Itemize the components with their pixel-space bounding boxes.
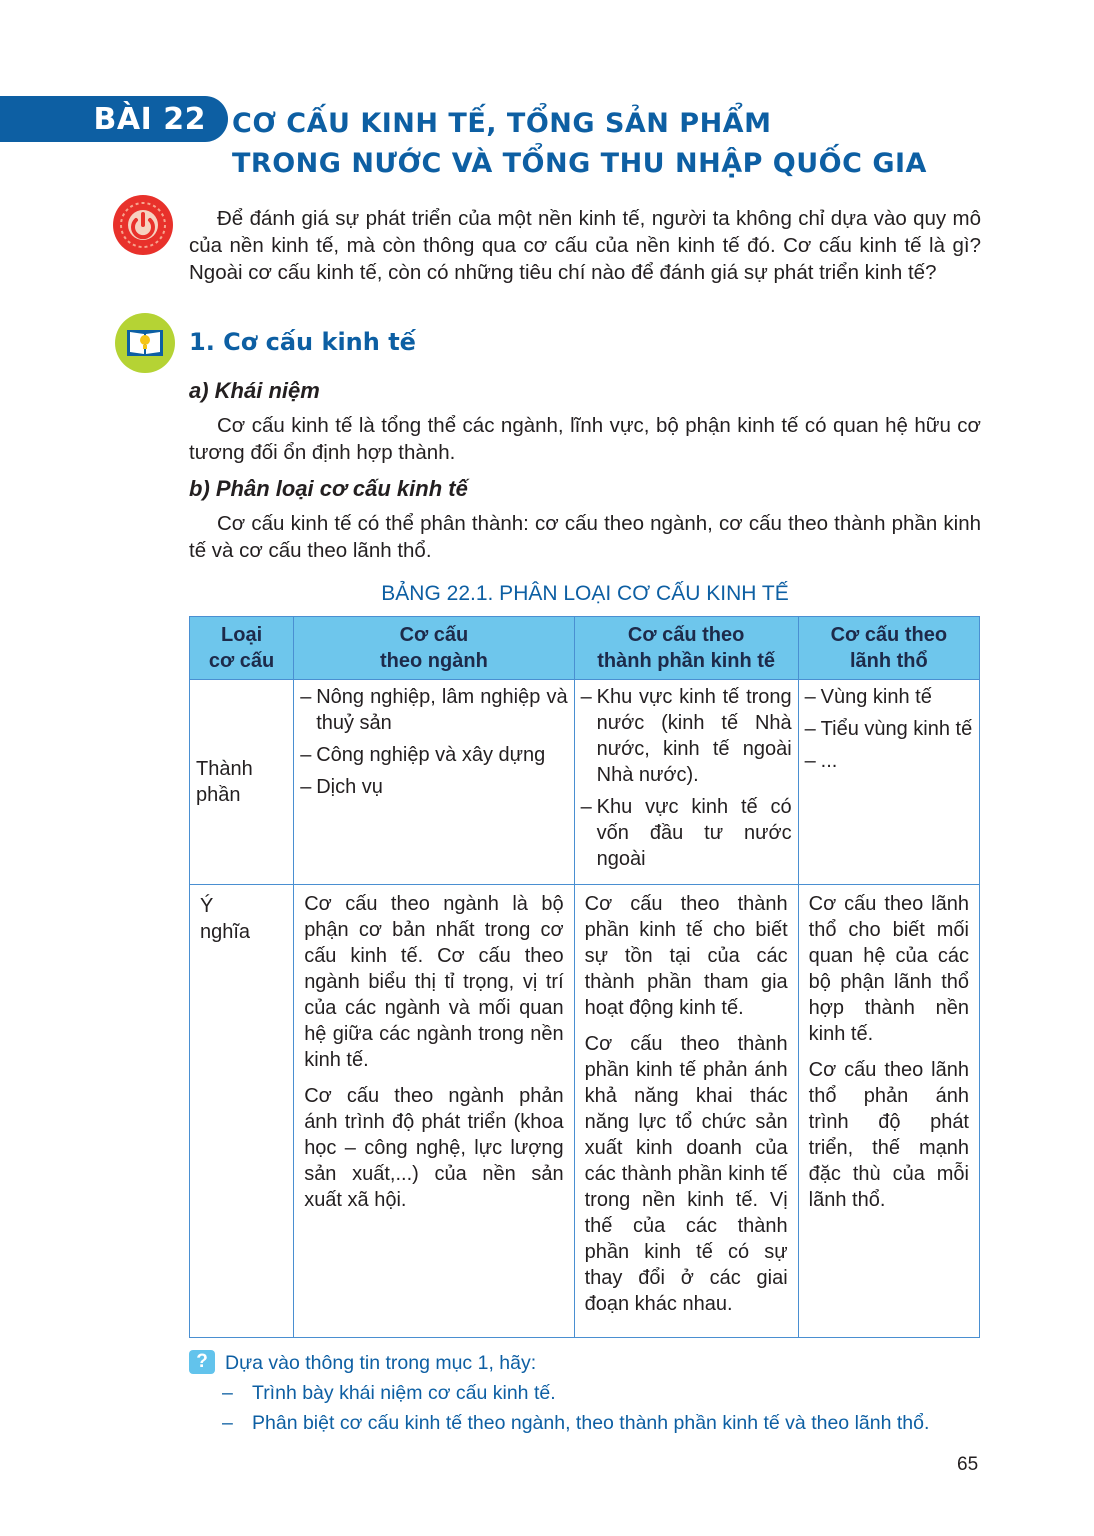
- cell-sector-components: – Nông nghiệp, lâm nghiệp và thuỷ sản – Công nghiệp và xây dựng – Dịch vụ: [294, 680, 574, 885]
- question-lead: Dựa vào thông tin trong mục 1, hãy:: [225, 1352, 537, 1374]
- lesson-title-line-1: CƠ CẤU KINH TẾ, TỔNG SẢN PHẨM: [232, 108, 772, 139]
- header-by-sector: Cơ cấu theo ngành: [294, 617, 574, 680]
- cell-economic-meaning: Cơ cấu theo thành phần kinh tế cho biết sự tồn tại của các thành phần tham gia hoạt động kinh tế. Cơ cấu theo thành phần kinh tế phản ánh khả năng khai thác năng lực tổ chức sản xuất kinh doanh của các thành phần kinh tế trong nền kinh tế. Vị thế của các thành phần kinh tế có sự thay đổi ở các giai đoạn khác nhau.: [574, 885, 798, 1338]
- header-by-territory: Cơ cấu theo lãnh thổ: [798, 617, 979, 680]
- classification-paragraph: Cơ cấu kinh tế có thể phân thành: cơ cấu theo ngành, cơ cấu theo thành phần kinh tế và cơ cấu theo lãnh thổ.: [189, 512, 981, 562]
- lesson-title-line-2: TRONG NƯỚC VÀ TỔNG THU NHẬP QUỐC GIA: [232, 148, 927, 179]
- table-caption: BẢNG 22.1. PHÂN LOẠI CƠ CẤU KINH TẾ: [381, 582, 789, 605]
- lesson-number: BÀI 22: [93, 102, 206, 137]
- table-row: [190, 885, 980, 1338]
- page-number: 65: [957, 1454, 979, 1475]
- header-type: Loại cơ cấu: [190, 617, 294, 680]
- cell-territory-components: – Vùng kinh tế – Tiểu vùng kinh tế – ...: [798, 680, 979, 885]
- classification-table: [189, 616, 980, 1338]
- subheading-classification: b) Phân loại cơ cấu kinh tế: [189, 476, 468, 501]
- row-label-meaning: Ý nghĩa: [190, 885, 294, 1338]
- subheading-concept: a) Khái niệm: [189, 378, 320, 403]
- concept-paragraph: Cơ cấu kinh tế là tổng thể các ngành, lĩnh vực, bộ phận kinh tế có quan hệ hữu cơ tương đối ổn định hợp thành.: [189, 414, 981, 464]
- cell-sector-meaning: Cơ cấu theo ngành là bộ phận cơ bản nhất trong cơ cấu kinh tế. Cơ cấu theo ngành biểu thị tỉ trọng, vị trí của các ngành và mối quan hệ giữa các ngành trong nền kinh tế. Cơ cấu theo ngành phản ánh trình độ phát triển (khoa học – công nghệ, lực lượng sản xuất,...) của nền sản xuất xã hội.: [294, 885, 574, 1338]
- book-lightbulb-icon: [114, 312, 176, 374]
- question-item: – Trình bày khái niệm cơ cấu kinh tế.: [222, 1382, 556, 1404]
- table-header-row: [190, 617, 980, 680]
- row-label-components: Thành phần: [190, 680, 294, 885]
- header-by-economic-component: Cơ cấu theo thành phần kinh tế: [574, 617, 798, 680]
- table-row: [190, 680, 980, 885]
- cell-territory-meaning: Cơ cấu theo lãnh thổ cho biết mối quan hệ của các bộ phận lãnh thổ hợp thành nền kinh tế. Cơ cấu theo lãnh thổ phản ánh trình độ phát triển, thế mạnh đặc thù của mỗi lãnh thổ.: [798, 885, 979, 1338]
- intro-paragraph: Để đánh giá sự phát triển của một nền kinh tế, người ta không chỉ dựa vào quy mô của nền kinh tế, mà còn thông qua cơ cấu của nền kinh tế đó. Cơ cấu kinh tế là gì? Ngoài cơ cấu kinh tế, còn có những tiêu chí nào để đánh giá sự phát triển kinh tế?: [189, 207, 981, 284]
- lesson-badge: [0, 96, 228, 142]
- lesson-title: [232, 104, 927, 184]
- cell-economic-components: – Khu vực kinh tế trong nước (kinh tế Nhà nước, kinh tế ngoài Nhà nước). – Khu vực kinh tế có vốn đầu tư nước ngoài: [574, 680, 798, 885]
- section-heading: 1. Cơ cấu kinh tế: [189, 328, 416, 356]
- question-icon: ?: [189, 1350, 215, 1374]
- power-icon: [112, 194, 174, 256]
- question-item: – Phân biệt cơ cấu kinh tế theo ngành, theo thành phần kinh tế và theo lãnh thổ.: [222, 1412, 930, 1434]
